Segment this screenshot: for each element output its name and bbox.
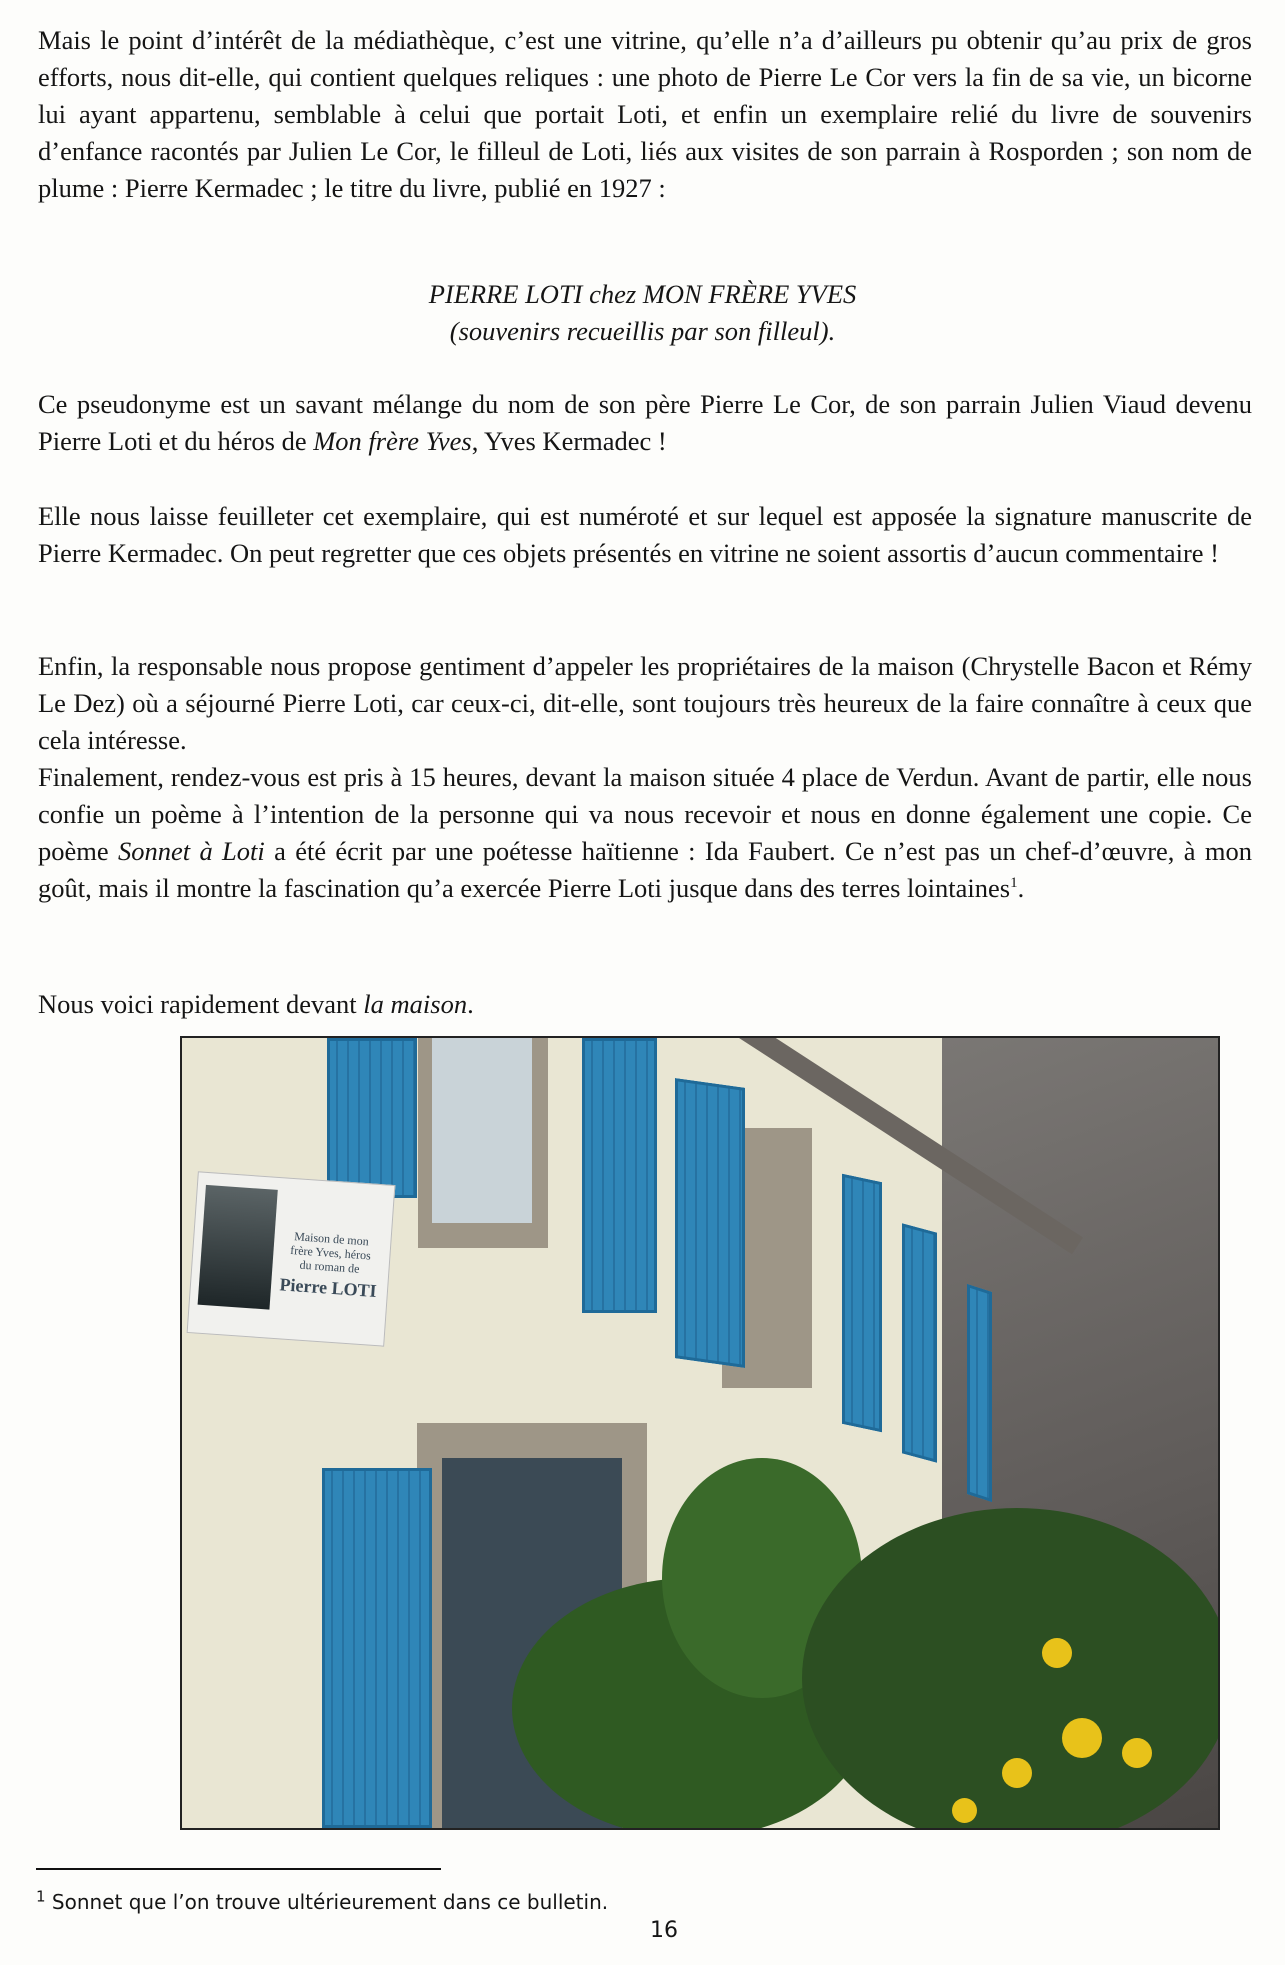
house-photo: [180, 1036, 1220, 1830]
book-title: PIERRE LOTI chez MON FRÈRE YVES: [428, 279, 857, 309]
footnote-separator: [36, 1868, 441, 1870]
plaque-name: Pierre LOTI: [278, 1274, 378, 1302]
flower: [1002, 1758, 1032, 1788]
flower: [952, 1798, 977, 1823]
portrait-image: [198, 1185, 278, 1310]
book-subtitle: (souvenirs recueillis par son filleul).: [449, 316, 836, 346]
flower: [1122, 1738, 1152, 1768]
shutter: [842, 1174, 882, 1433]
shutter: [967, 1284, 992, 1502]
window: [432, 1038, 532, 1223]
paragraph-responsable: Enfin, la responsable nous propose gentiment d’appeler les propriétaires de la maison (Chrystelle Bacon et Rémy Le Dez) où a séjourné Pierre Loti, car ceux-ci, dit-elle, sont toujours très heureux de la faire connaître à ceux que cela intéresse.: [38, 651, 1252, 755]
paragraph-exemplaire: Elle nous laisse feuilleter cet exemplaire, qui est numéroté et sur lequel est apposée la signature manuscrite de Pierre Kermadec. On peut regretter que ces objets présentés en vitrine ne soient assortis d’aucun commentaire !: [38, 501, 1252, 568]
paragraph-maison: Nous voici rapidement devant la maison.: [38, 989, 474, 1019]
commemorative-plaque: [187, 1171, 396, 1346]
footnote: $^1$ Sonnet que l’on trouve ultérieurement dans ce bulletin.: [36, 1887, 609, 1914]
shutter: [675, 1078, 745, 1368]
plaque-text: Maison de mon frère Yves, héros du roman de: [289, 1229, 372, 1276]
shutter: [582, 1038, 657, 1313]
flower: [1042, 1638, 1072, 1668]
shutter: [327, 1038, 417, 1198]
flower: [1062, 1718, 1102, 1758]
footnote-ref[interactable]: 1: [1010, 875, 1018, 892]
page-number: 16: [650, 1918, 678, 1943]
paragraph-vitrine: Mais le point d’intérêt de la médiathèque, c’est une vitrine, qu’elle n’a d’ailleurs pu obtenir qu’au prix de gros efforts, nous dit-elle, qui contient quelques reliques : une photo de Pierre Le Cor vers la fin de sa vie, un bicorne lui ayant appartenu, semblable à celui que portait Loti, et enfin un exemplaire relié du livre de souvenirs d’enfance racontés par Julien Le Cor, le filleul de Loti, liés aux visites de son parrain à Rosporden ; son nom de plume : Pierre Kermadec ; le titre du livre, publié en 1927 :: [38, 25, 1252, 203]
paragraph-rendez-vous: Finalement, rendez-vous est pris à 15 heures, devant la maison située 4 place de Verdun. Avant de partir, elle nous confie un poème à l’intention de la personne qui va nous recevoir et nous en donne également une copie. Ce poème Sonnet à Loti a été écrit par une poétesse haïtienne : Ida Faubert. Ce n’est pas un chef-d’œuvre, à mon goût, mais il montre la fascination qu’a exercée Pierre Loti jusque dans des terres lointaines$^1$.: [38, 762, 1252, 903]
shutter: [902, 1223, 937, 1462]
shutter: [322, 1468, 432, 1828]
paragraph-pseudonyme: Ce pseudonyme est un savant mélange du nom de son père Pierre Le Cor, de son parrain Julien Viaud devenu Pierre Loti et du héros de Mon frère Yves, Yves Kermadec !: [38, 389, 1252, 456]
